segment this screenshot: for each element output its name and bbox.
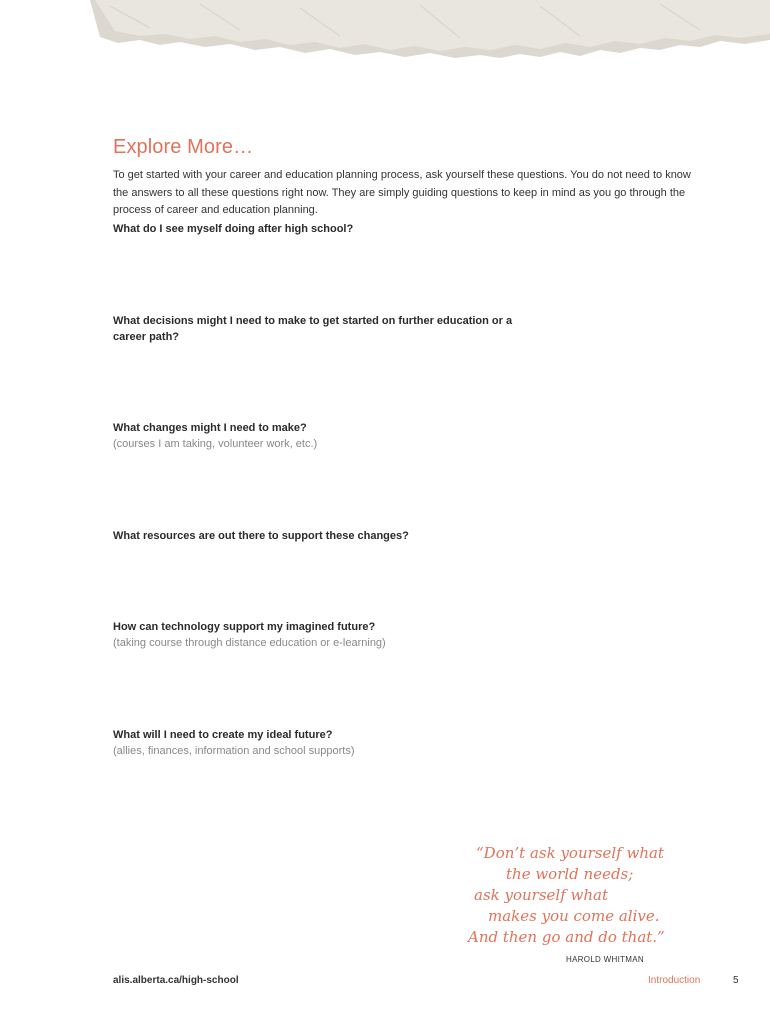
question-title: What do I see myself doing after high school? (113, 223, 354, 235)
question-block (113, 619, 543, 651)
question-title: How can technology support my imagined future? (113, 621, 376, 633)
torn-paper-header (0, 0, 770, 75)
page-title: Explore More… (113, 136, 254, 158)
page-number: 5 (733, 975, 739, 986)
question-title: What changes might I need to make? (113, 422, 307, 434)
quote-line: the world needs; (506, 865, 634, 883)
footer-section-label: Introduction (648, 975, 701, 986)
quote-line: makes you come alive. (488, 907, 660, 925)
question-block (113, 313, 523, 345)
intro-paragraph: To get started with your career and education planning process, ask yourself these questions. You do not need to know the answers to all these questions right now. They are simply guiding questions to keep in mind as you go through the process of career and education planning. (113, 169, 691, 216)
question-block (113, 420, 543, 452)
quote (468, 843, 698, 948)
question-title: What will I need to create my ideal future? (113, 729, 333, 741)
question-hint: (allies, finances, information and school supports) (113, 745, 355, 757)
quote-attribution: HAROLD WHITMAN (566, 955, 644, 964)
question-hint: (courses I am taking, volunteer work, etc.) (113, 438, 318, 450)
question-title: What resources are out there to support these changes? (113, 530, 409, 542)
quote-line: “Don’t ask yourself what (476, 844, 664, 862)
question-block (113, 528, 543, 544)
question-block (113, 221, 543, 237)
quote-line: And then go and do that.” (468, 928, 665, 946)
question-title: What decisions might I need to make to get started on further education or a career path? (113, 315, 513, 343)
footer-url: alis.alberta.ca/high-school (113, 975, 239, 986)
quote-line: ask yourself what (474, 886, 608, 904)
question-block (113, 727, 543, 759)
question-hint: (taking course through distance education or e-learning) (113, 637, 386, 649)
